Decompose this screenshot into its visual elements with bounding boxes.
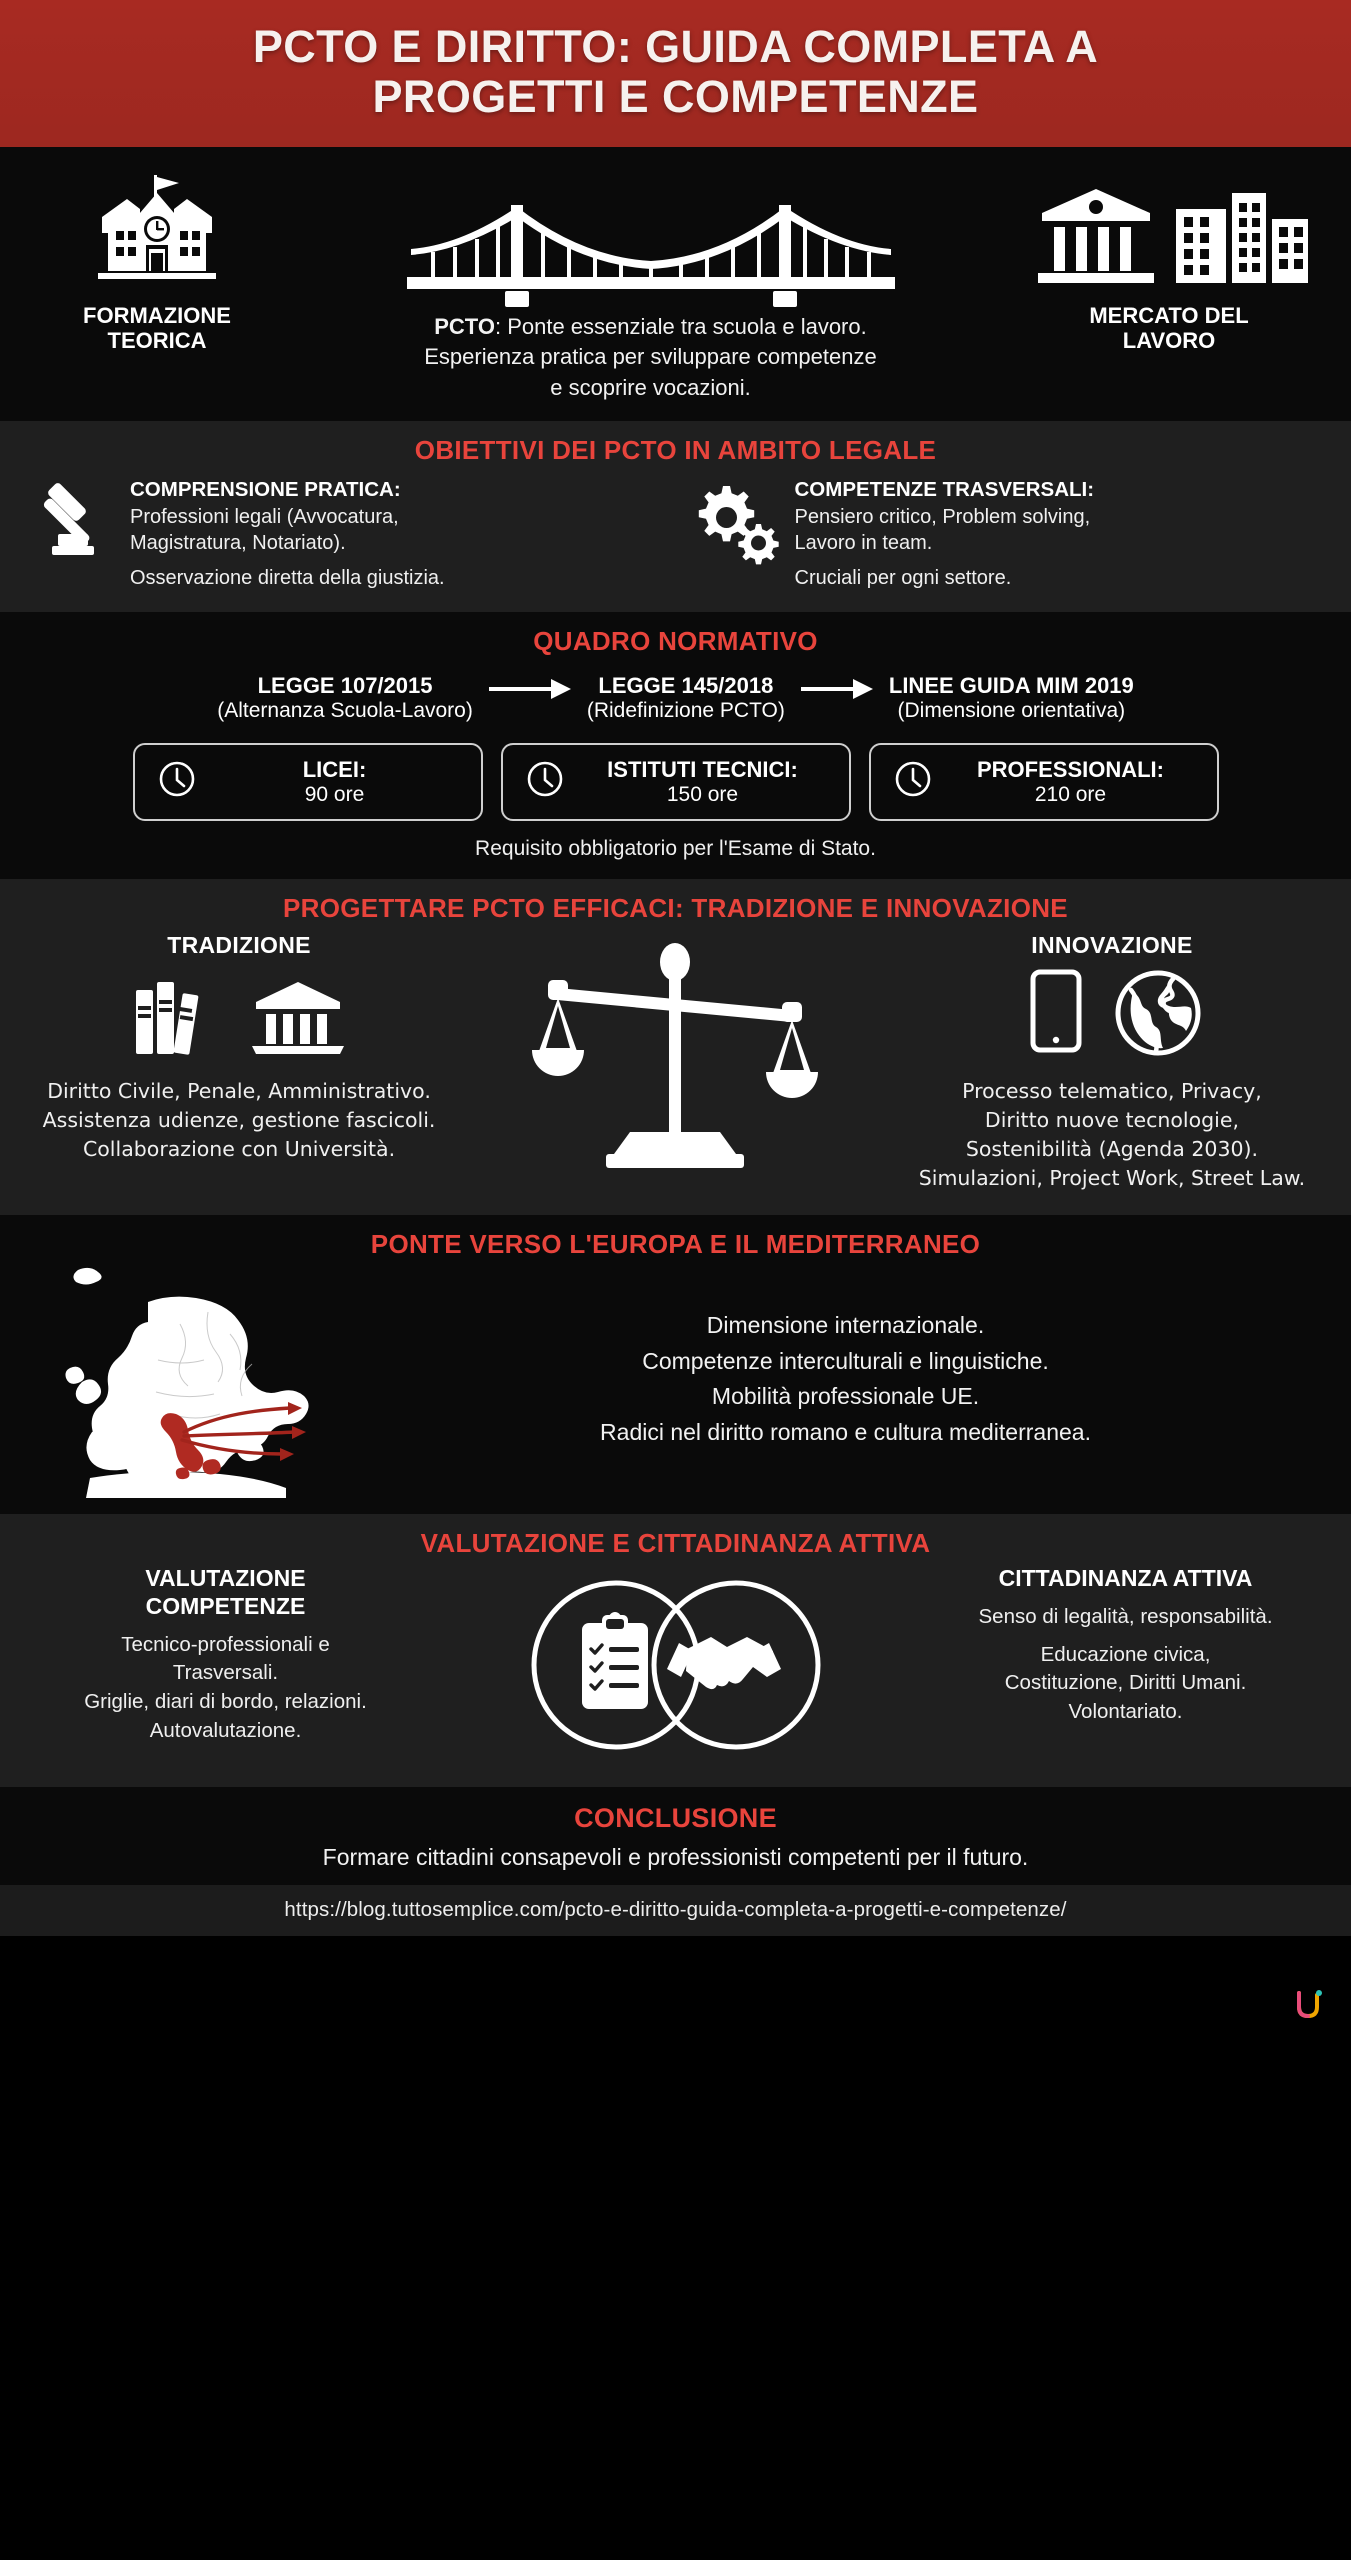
hero-left bbox=[32, 171, 282, 354]
objective-line2: Lavoro in team. bbox=[794, 532, 933, 555]
header-banner bbox=[0, 0, 1351, 147]
law-subtitle: (Dimensione orientativa) bbox=[897, 698, 1126, 722]
europe-line3: Mobilità professionale UE. bbox=[711, 1383, 980, 1410]
objective-text bbox=[795, 476, 1095, 592]
hours-card bbox=[869, 743, 1219, 821]
assessment-right-heading: CITTADINANZA ATTIVA bbox=[998, 1565, 1253, 1592]
school-building-icon bbox=[32, 171, 282, 291]
balance-scales-icon bbox=[530, 1173, 820, 1190]
assessment-left-heading-line1: VALUTAZIONE bbox=[145, 1565, 306, 1592]
gears-icon bbox=[689, 476, 781, 571]
globe-icon bbox=[1113, 968, 1203, 1063]
law-title: LEGGE 107/2015 bbox=[257, 672, 433, 698]
conclusion-section bbox=[0, 1787, 1351, 1885]
europe-map-icon bbox=[30, 1264, 360, 1494]
hours-row bbox=[0, 727, 1351, 827]
venngage-logo-icon[interactable] bbox=[1293, 1987, 1327, 2026]
assessment-section bbox=[0, 1514, 1351, 1787]
objective-item bbox=[689, 476, 1322, 592]
design-right bbox=[901, 932, 1323, 1193]
hours-value: 90 ore bbox=[304, 782, 365, 806]
objective-line1: Pensiero critico, Problem solving, bbox=[794, 505, 1091, 528]
courthouse-city-icon bbox=[1019, 171, 1319, 291]
clock-icon bbox=[157, 759, 197, 804]
hours-value: 150 ore bbox=[666, 782, 739, 806]
europe-line1: Dimensione internazionale. bbox=[706, 1312, 985, 1339]
handshake-icon bbox=[667, 1637, 781, 1689]
law-title: LEGGE 145/2018 bbox=[598, 672, 774, 698]
europe-title: PONTE VERSO L'EUROPA E IL MEDITERRANEO bbox=[370, 1229, 981, 1260]
hero-right bbox=[1019, 171, 1319, 354]
assessment-left-line2: Trasversali. bbox=[172, 1661, 279, 1685]
law-item bbox=[217, 673, 473, 723]
clock-icon bbox=[525, 759, 565, 804]
objective-text bbox=[130, 476, 445, 592]
assessment-right-text bbox=[926, 1603, 1325, 1727]
law-timeline bbox=[0, 657, 1351, 727]
design-section bbox=[0, 879, 1351, 1215]
framework-note: Requisito obbligatorio per l'Esame di Stato. bbox=[475, 836, 876, 860]
law-title: LINEE GUIDA MIM 2019 bbox=[888, 672, 1134, 698]
assessment-left-text bbox=[26, 1631, 425, 1746]
page-title bbox=[40, 22, 1311, 121]
hero-line3: e scoprire vocazioni. bbox=[550, 374, 751, 400]
design-right-line4: Simulazioni, Project Work, Street Law. bbox=[918, 1166, 1306, 1191]
assessment-right-line1: Senso di legalità, responsabilità. bbox=[978, 1604, 1273, 1628]
page-title-line2: PROGETTI E COMPETENZE bbox=[372, 70, 979, 122]
design-right-text bbox=[901, 1077, 1323, 1193]
clipboard-checklist-icon bbox=[582, 1612, 648, 1709]
hero-right-caption-line1: MERCATO DEL bbox=[1089, 303, 1249, 328]
footer bbox=[0, 1936, 1351, 2046]
hero-line2: Esperienza pratica per sviluppare competenze bbox=[424, 344, 877, 370]
suspension-bridge-icon bbox=[292, 197, 1009, 312]
assessment-right-line2: Educazione civica, bbox=[1040, 1642, 1211, 1666]
hours-label: ISTITUTI TECNICI: bbox=[607, 756, 798, 782]
design-left bbox=[28, 932, 450, 1164]
arrow-right-icon bbox=[483, 674, 577, 721]
conclusion-title: CONCLUSIONE bbox=[574, 1803, 777, 1834]
hero-lead: PCTO bbox=[434, 314, 495, 339]
hours-label: PROFESSIONALI: bbox=[976, 756, 1164, 782]
design-right-line1: Processo telematico, Privacy, bbox=[962, 1078, 1262, 1103]
gavel-icon bbox=[30, 476, 116, 571]
hero-middle-text bbox=[292, 312, 1009, 403]
assessment-left bbox=[26, 1565, 425, 1745]
europe-section bbox=[0, 1215, 1351, 1514]
design-right-line3: Sostenibilità (Agenda 2030). bbox=[965, 1137, 1259, 1162]
assessment-left-line1: Tecnico-professionali e bbox=[121, 1632, 330, 1656]
design-left-text bbox=[28, 1077, 450, 1164]
law-item bbox=[889, 673, 1134, 723]
assessment-left-heading bbox=[26, 1565, 425, 1620]
hero-section bbox=[0, 147, 1351, 421]
europe-text bbox=[370, 1308, 1321, 1451]
objective-item bbox=[30, 476, 663, 592]
source-url[interactable]: https://blog.tuttosemplice.com/pcto-e-diritto-guida-completa-a-progetti-e-competenze/ bbox=[0, 1885, 1351, 1936]
design-right-line2: Diritto nuove tecnologie, bbox=[984, 1108, 1239, 1133]
objective-line2: Magistratura, Notariato). bbox=[130, 532, 346, 555]
design-left-line1: Diritto Civile, Penale, Amministrativo. bbox=[47, 1078, 431, 1103]
europe-line2: Competenze interculturali e linguistiche. bbox=[642, 1347, 1049, 1374]
hours-card bbox=[133, 743, 483, 821]
hero-left-caption bbox=[32, 303, 282, 354]
assessment-left-heading-line2: COMPETENZE bbox=[145, 1592, 306, 1619]
framework-section bbox=[0, 612, 1351, 879]
assessment-title: VALUTAZIONE E CITTADINANZA ATTIVA bbox=[420, 1528, 931, 1559]
hours-card bbox=[501, 743, 851, 821]
hero-right-caption bbox=[1019, 303, 1319, 354]
assessment-left-line3: Griglie, diari di bordo, relazioni. bbox=[84, 1689, 367, 1713]
europe-line4: Radici nel diritto romano e cultura mediterranea. bbox=[600, 1419, 1091, 1446]
objectives-title: OBIETTIVI DEI PCTO IN AMBITO LEGALE bbox=[414, 435, 937, 466]
courthouse-icon bbox=[248, 972, 348, 1063]
design-left-heading: TRADIZIONE bbox=[167, 931, 311, 958]
design-right-heading: INNOVAZIONE bbox=[1031, 931, 1193, 958]
hero-left-caption-line2: TEORICA bbox=[107, 328, 207, 354]
clock-icon bbox=[893, 759, 933, 804]
hero-right-caption-line2: LAVORO bbox=[1122, 328, 1216, 354]
design-middle bbox=[458, 932, 893, 1191]
hero-line1: : Ponte essenziale tra scuola e lavoro. bbox=[494, 314, 867, 339]
design-title: PROGETTARE PCTO EFFICACI: TRADIZIONE E INNOVAZIONE bbox=[283, 892, 1068, 923]
objectives-section bbox=[0, 421, 1351, 612]
law-item bbox=[587, 673, 785, 723]
assessment-right-line4: Volontariato. bbox=[1068, 1700, 1183, 1724]
assessment-left-line4: Autovalutazione. bbox=[149, 1718, 302, 1742]
conclusion-text: Formare cittadini consapevoli e professionisti competenti per il futuro. bbox=[322, 1844, 1029, 1871]
arrow-right-icon bbox=[795, 674, 879, 721]
hours-value: 210 ore bbox=[1034, 782, 1107, 806]
assessment-right-line3: Costituzione, Diritti Umani. bbox=[1004, 1671, 1247, 1695]
page-title-line1: PCTO E DIRITTO: GUIDA COMPLETA A bbox=[252, 21, 1099, 72]
objective-line3: Cruciali per ogni settore. bbox=[794, 567, 1012, 590]
objective-line1: Professioni legali (Avvocatura, bbox=[130, 505, 399, 528]
hero-middle bbox=[292, 171, 1009, 403]
design-left-line2: Assistenza udienze, gestione fascicoli. bbox=[42, 1108, 436, 1133]
objective-heading: COMPRENSIONE PRATICA: bbox=[130, 478, 401, 502]
design-left-line3: Collaborazione con Università. bbox=[82, 1137, 396, 1162]
assessment-right bbox=[926, 1565, 1325, 1726]
objective-heading: COMPETENZE TRASVERSALI: bbox=[794, 478, 1095, 502]
objective-line3: Osservazione diretta della giustizia. bbox=[130, 567, 445, 590]
assessment-middle bbox=[431, 1565, 920, 1763]
law-books-icon bbox=[130, 972, 226, 1063]
law-subtitle: (Alternanza Scuola-Lavoro) bbox=[217, 698, 473, 722]
framework-title: QUADRO NORMATIVO bbox=[533, 625, 818, 656]
law-subtitle: (Ridefinizione PCTO) bbox=[586, 698, 785, 722]
hero-left-caption-line1: FORMAZIONE bbox=[83, 303, 231, 328]
hours-label: LICEI: bbox=[302, 756, 367, 782]
tablet-icon bbox=[1021, 968, 1091, 1063]
